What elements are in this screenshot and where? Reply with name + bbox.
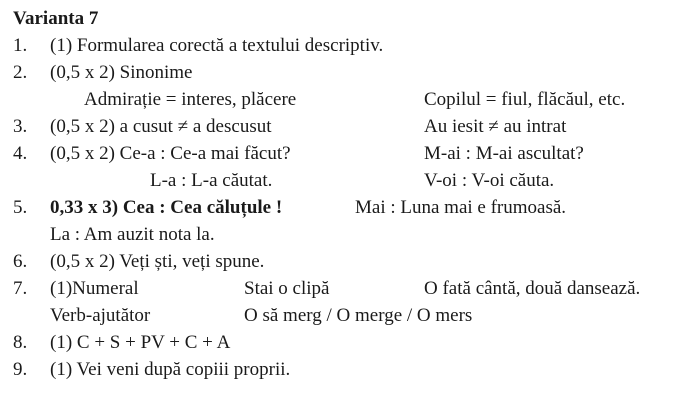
- item-7-sub-left: Verb-ajutător: [50, 305, 151, 326]
- item-2-text: (0,5 x 2) Sinonime: [50, 62, 193, 83]
- item-9-number: 9.: [13, 359, 28, 380]
- item-7-number: 7.: [13, 278, 28, 299]
- page-title: Varianta 7: [13, 8, 99, 29]
- item-4-right: M-ai : M-ai ascultat?: [424, 143, 584, 164]
- item-5-number: 5.: [13, 197, 28, 218]
- item-8-number: 8.: [13, 332, 28, 353]
- item-9-text: (1) Vei veni după copiii proprii.: [50, 359, 291, 380]
- item-1-number: 1.: [13, 35, 28, 56]
- item-6-text: (0,5 x 2) Veți ști, veți spune.: [50, 251, 265, 272]
- item-2-synonym-right: Copilul = fiul, flăcăul, etc.: [424, 89, 626, 110]
- item-7-sub-right: O să merg / O merge / O mers: [244, 305, 473, 326]
- item-5-sub-left: La : Am auzit nota la.: [50, 224, 215, 245]
- item-4-number: 4.: [13, 143, 28, 164]
- item-3-number: 3.: [13, 116, 28, 137]
- item-7-middle: Stai o clipă: [244, 278, 330, 299]
- item-2-synonym-left: Admirație = interes, plăcere: [84, 89, 297, 110]
- item-7-right: O fată cântă, două dansează.: [424, 278, 641, 299]
- item-6-number: 6.: [13, 251, 28, 272]
- item-2-number: 2.: [13, 62, 28, 83]
- item-5-left: 0,33 x 3) Cea : Cea căluțule !: [50, 197, 283, 218]
- item-1-text: (1) Formularea corectă a textului descriptiv.: [50, 35, 384, 56]
- item-4-sub-left: L-a : L-a căutat.: [150, 170, 273, 191]
- item-3-left: (0,5 x 2) a cusut ≠ a descusut: [50, 116, 272, 137]
- item-3-right: Au iesit ≠ au intrat: [424, 116, 567, 137]
- item-4-left: (0,5 x 2) Ce-a : Ce-a mai făcut?: [50, 143, 291, 164]
- item-4-sub-right: V-oi : V-oi căuta.: [424, 170, 555, 191]
- item-8-text: (1) C + S + PV + C + A: [50, 332, 231, 353]
- item-5-right: Mai : Luna mai e frumoasă.: [355, 197, 567, 218]
- item-7-left: (1)Numeral: [50, 278, 139, 299]
